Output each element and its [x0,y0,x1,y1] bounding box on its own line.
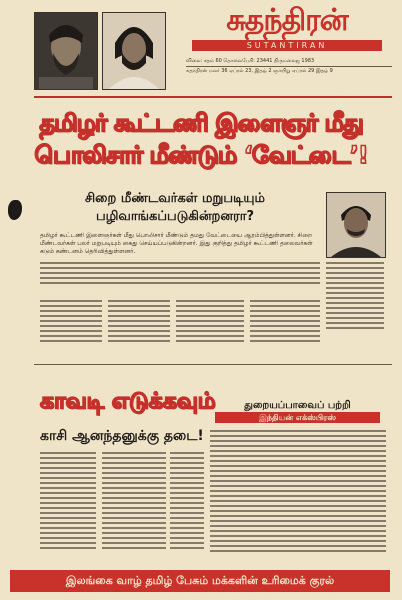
portrait-1-illustration [35,13,97,89]
top-rule [34,96,392,98]
portrait-photo-3 [326,192,386,258]
second-headline-line-2: காசி ஆனந்தனுக்கு தடை! [40,428,204,444]
mid-rule [34,364,392,365]
ink-blot [8,200,22,220]
subhead-line-1: சிறை மீண்டவர்கள் மறுபடியும் [84,191,265,206]
portrait-photo-2 [102,12,166,90]
column-2-text [108,300,170,360]
bottom-column-1 [40,452,96,560]
subhead-line-2: பழிவாங்கப்படுகின்றனரா? [95,209,255,224]
bottom-column-3 [170,452,204,560]
second-headline-line-1: காவடி எடுக்கவும் [40,389,216,414]
masthead-title: சுதந்திரன் [226,3,348,38]
portrait-photo-1 [34,12,98,90]
portrait-3-illustration [327,193,385,257]
masthead-subtitle: SUTANTIRAN [192,40,382,51]
meta-line-1: விலை: சதம் 60 தொலைபேசி: 23441 திருமலைஜ 1983 [186,58,315,64]
lead-text-lines [40,262,320,296]
column-1-text [40,300,102,360]
footer-banner: இலங்கை வாழ் தமிழ் பேசும் மக்களின் உரிமைக் குரல் [10,570,390,592]
column-3-text [176,300,244,360]
meta-divider [186,66,392,67]
sidebar-text [210,430,386,560]
column-4-text [250,300,320,360]
meta-line-2: சுதந்திரன் மலர் 36 ஏப்ரல் 23, இதழ் 2 ஞாயிறு ஏப்ரல் 29 இதழ் 9 [186,68,333,74]
bottom-column-2 [102,452,166,560]
sidebar-title: துறையப்பாவைப் பற்றி [244,400,351,411]
main-headline-line-1: தமிழர் கூட்டணி இளைஞர் மீது [39,109,363,137]
sidebar-subtitle: இந்தியன் எக்ஸ்பிரஸ் [215,412,380,423]
lead-paragraph: தமிழர் கூட்டணி இளைஞர்கள் மீது பொலிசார் மீண்டும் தமது வேட்டையை ஆரம்பித்துள்ளனர். சிறை மீண்டவர்கள் பலர் மறுபடியும் கைது செய்யப்படுகின்றனர். இது குறித்து தமிழர் கூட்டணி தலைவர்கள் கடும் கண்டனம் தெரிவித்துள்ளனர். [40,232,313,255]
main-headline-line-2: பொலிசார் மீண்டும் ‘வேட்டை’! [34,141,368,169]
right-column-text [326,262,384,357]
masthead [188,4,386,52]
portrait-2-illustration [103,13,165,89]
